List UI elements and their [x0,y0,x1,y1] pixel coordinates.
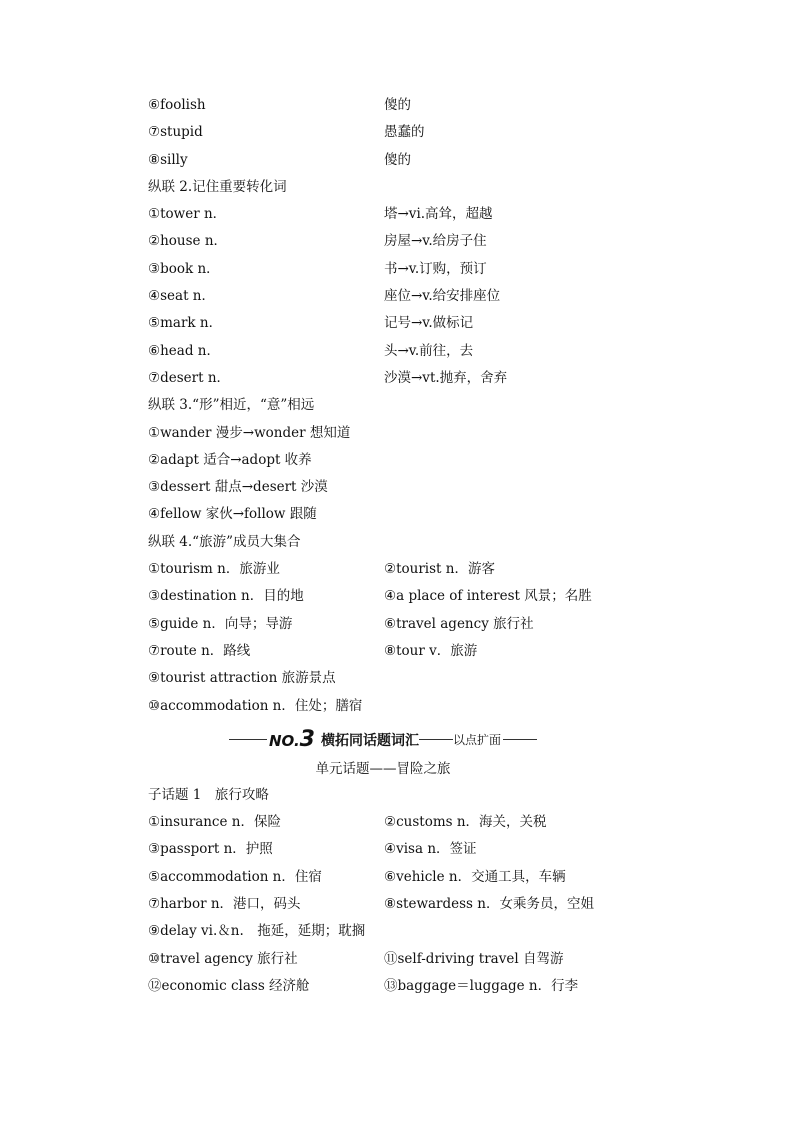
list-item: ②house n． 房屋→v.给房子住 [148,233,487,250]
list-item: ⑤guide n．向导；导游 ⑥travel agency 旅行社 [148,615,534,632]
conversion-word-list [148,203,618,394]
divider [229,739,267,740]
section-heading: 纵联 4.“旅游”成员大集合 [148,533,301,550]
tourism-word-list [148,558,618,722]
section-number: NO.3 [268,727,315,753]
divider [419,739,453,740]
list-item: ⑤accommodation n．住宿 ⑥vehicle n．交通工具，车辆 [148,868,566,885]
list-item: ②adapt 适合→adopt 收养 [148,451,312,468]
list-item: ④fellow 家伙→follow 跟随 [148,506,317,523]
list-item: ⑥head n． 头→v.前往，去 [148,342,474,359]
divider [503,739,537,740]
section-banner [148,725,618,755]
list-item: ①insurance n．保险 ②customs n．海关，关税 [148,814,547,831]
list-item: ⑥foolish 傻的 [148,97,411,113]
unit-topic-title: 单元话题——冒险之旅 [315,760,451,777]
list-item: ⑩accommodation n．住处；膳宿 [148,697,363,714]
list-item: ①tower n． 塔→vi.高耸，超越 [148,206,493,223]
travel-word-list [148,811,618,1002]
document-page [148,94,618,1002]
list-item: ⑦stupid 愚蠢的 [148,124,425,141]
list-item: ③destination n．目的地 ④a place of interest 风景；名胜 [148,588,592,605]
list-item: ③passport n．护照 ④visa n．签证 [148,841,477,858]
similar-word-list [148,422,618,531]
list-item: ⑦route n．路线 ⑧tour v．旅游 [148,642,478,659]
subtopic-heading: 子话题 1 旅行攻略 [148,786,269,803]
list-item: ①wander 漫步→wonder 想知道 [148,424,351,441]
list-item: ③dessert 甜点→desert 沙漠 [148,479,328,496]
list-item: ⑧silly 傻的 [148,151,411,168]
list-item: ④seat n． 座位→v.给安排座位 [148,288,501,305]
list-item: ⑨delay vi.＆n. 拖延，延期；耽搁 [148,923,366,940]
list-item: ③book n． 书→v.订购，预订 [148,260,487,277]
section-subtitle: 以点扩面 [452,733,501,748]
list-item: ①tourism n．旅游业 ②tourist n．游客 [148,561,495,578]
section-title: 横拓同话题词汇 [320,732,419,749]
list-item: ⑦harbor n．港口，码头 ⑧stewardess n．女乘务员，空姐 [148,896,594,913]
word-list-a [148,94,618,176]
section-heading: 纵联 3.“形”相近，“意”相远 [148,397,315,414]
section-heading: 纵联 2.记住重要转化词 [148,178,287,195]
list-item: ⑩travel agency 旅行社 ⑪self-driving travel 自驾游 [148,950,564,967]
list-item: ⑦desert n． 沙漠→vt.抛弃，舍弃 [148,369,508,386]
list-item: ⑫economic class 经济舱 ⑬baggage＝luggage n．行李 [148,977,579,994]
list-item: ⑨tourist attraction 旅游景点 [148,670,336,687]
list-item: ⑤mark n． 记号→v.做标记 [148,315,474,332]
